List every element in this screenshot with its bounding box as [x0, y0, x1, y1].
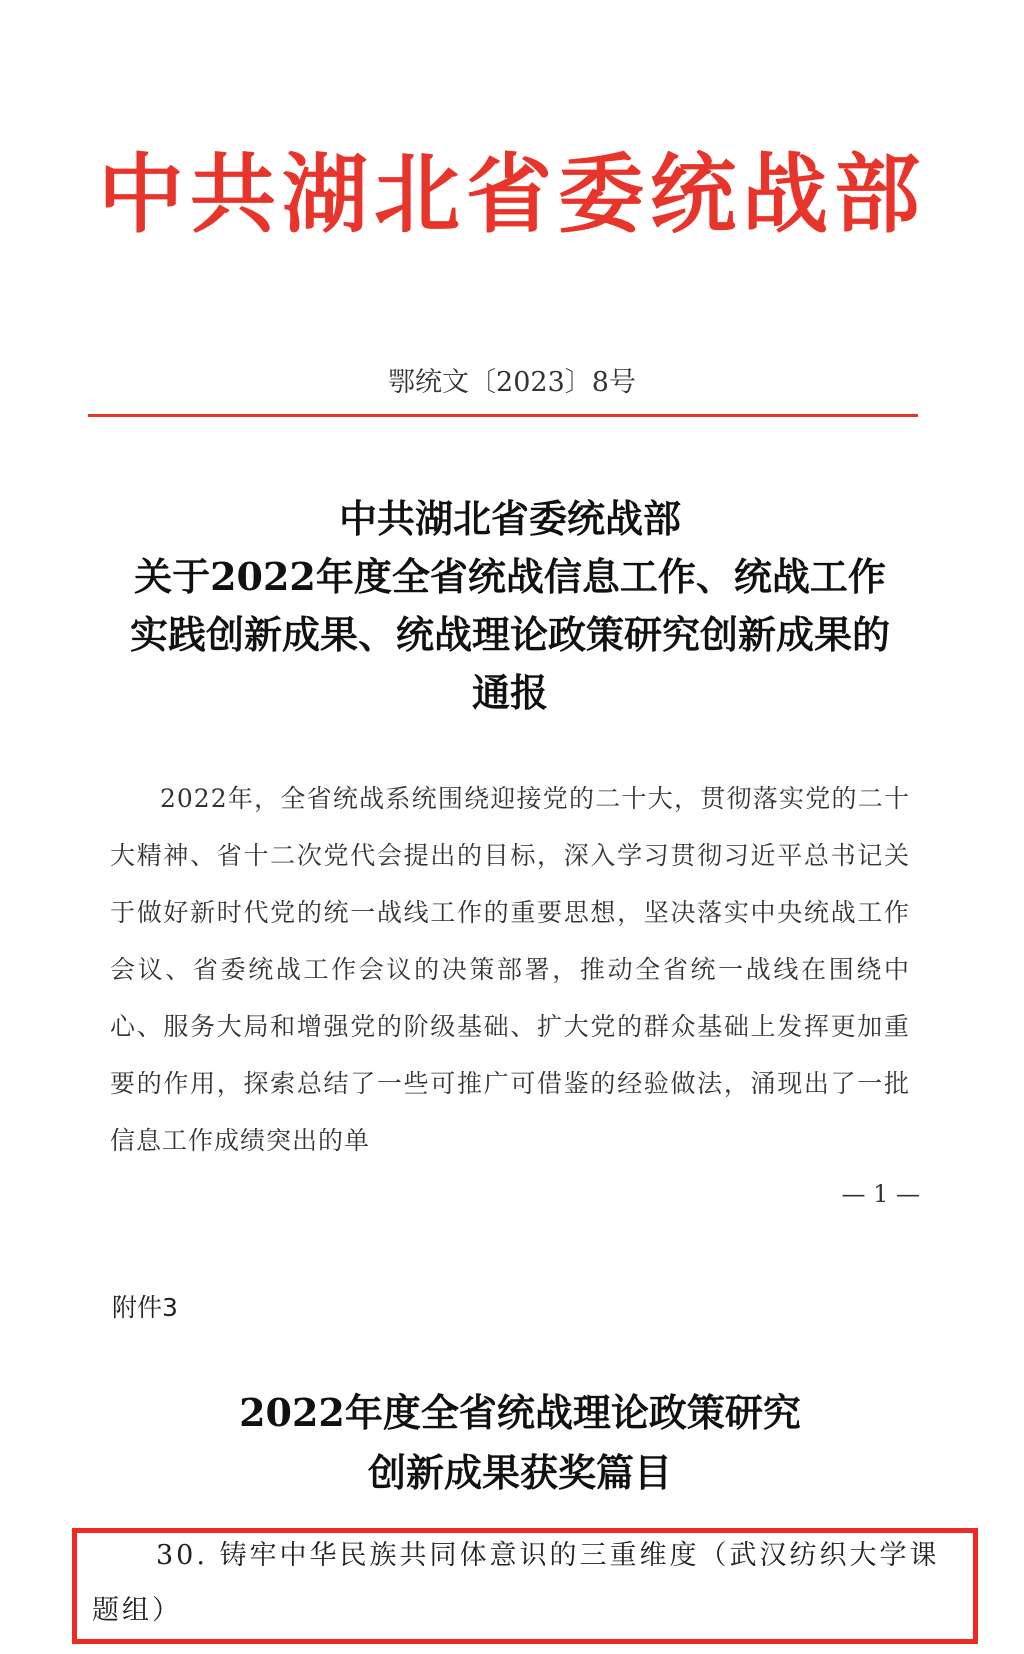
attachment-title-line: 2022年度全省统战理论政策研究	[239, 1390, 801, 1435]
title-line: 关于2022年度全省统战信息工作、统战工作	[134, 554, 886, 599]
entry-number: 30.	[156, 1540, 208, 1571]
title-line: 实践创新成果、统战理论政策研究创新成果的	[129, 612, 890, 657]
attachment-label: 附件3	[112, 1293, 178, 1322]
attachment-title-line: 创新成果获奖篇目	[367, 1450, 672, 1495]
attachment-title	[100, 1383, 940, 1503]
highlighted-entry	[92, 1528, 942, 1638]
title-line: 中共湖北省委统战部	[338, 496, 681, 541]
body-paragraph: 2022年，全省统战系统围绕迎接党的二十大，贯彻落实党的二十大精神、省十二次党代会提出的目标，深入学习贯彻习近平总书记关于做好新时代党的统一战线工作的重要思想，坚决落实中央统战工作会议、省委统战工作会议的决策部署，推动全省统一战线在围绕中心、服务大局和增强党的阶级基础、扩大党的群众基础上发挥更加重要的作用，探索总结了一些可推广可借鉴的经验做法，涌现出了一批信息工作成绩突出的单	[110, 784, 910, 1155]
title-line: 通报	[471, 670, 548, 715]
letterhead: 中共湖北省委统战部	[98, 144, 926, 245]
document-number: 鄂统文〔2023〕8号	[388, 367, 636, 398]
document-title	[80, 490, 940, 722]
entry-text: 铸牢中华民族共同体意识的三重维度（武汉纺织大学课题组）	[92, 1540, 940, 1626]
page-number: — 1 —	[841, 1180, 920, 1208]
red-divider	[88, 414, 918, 417]
